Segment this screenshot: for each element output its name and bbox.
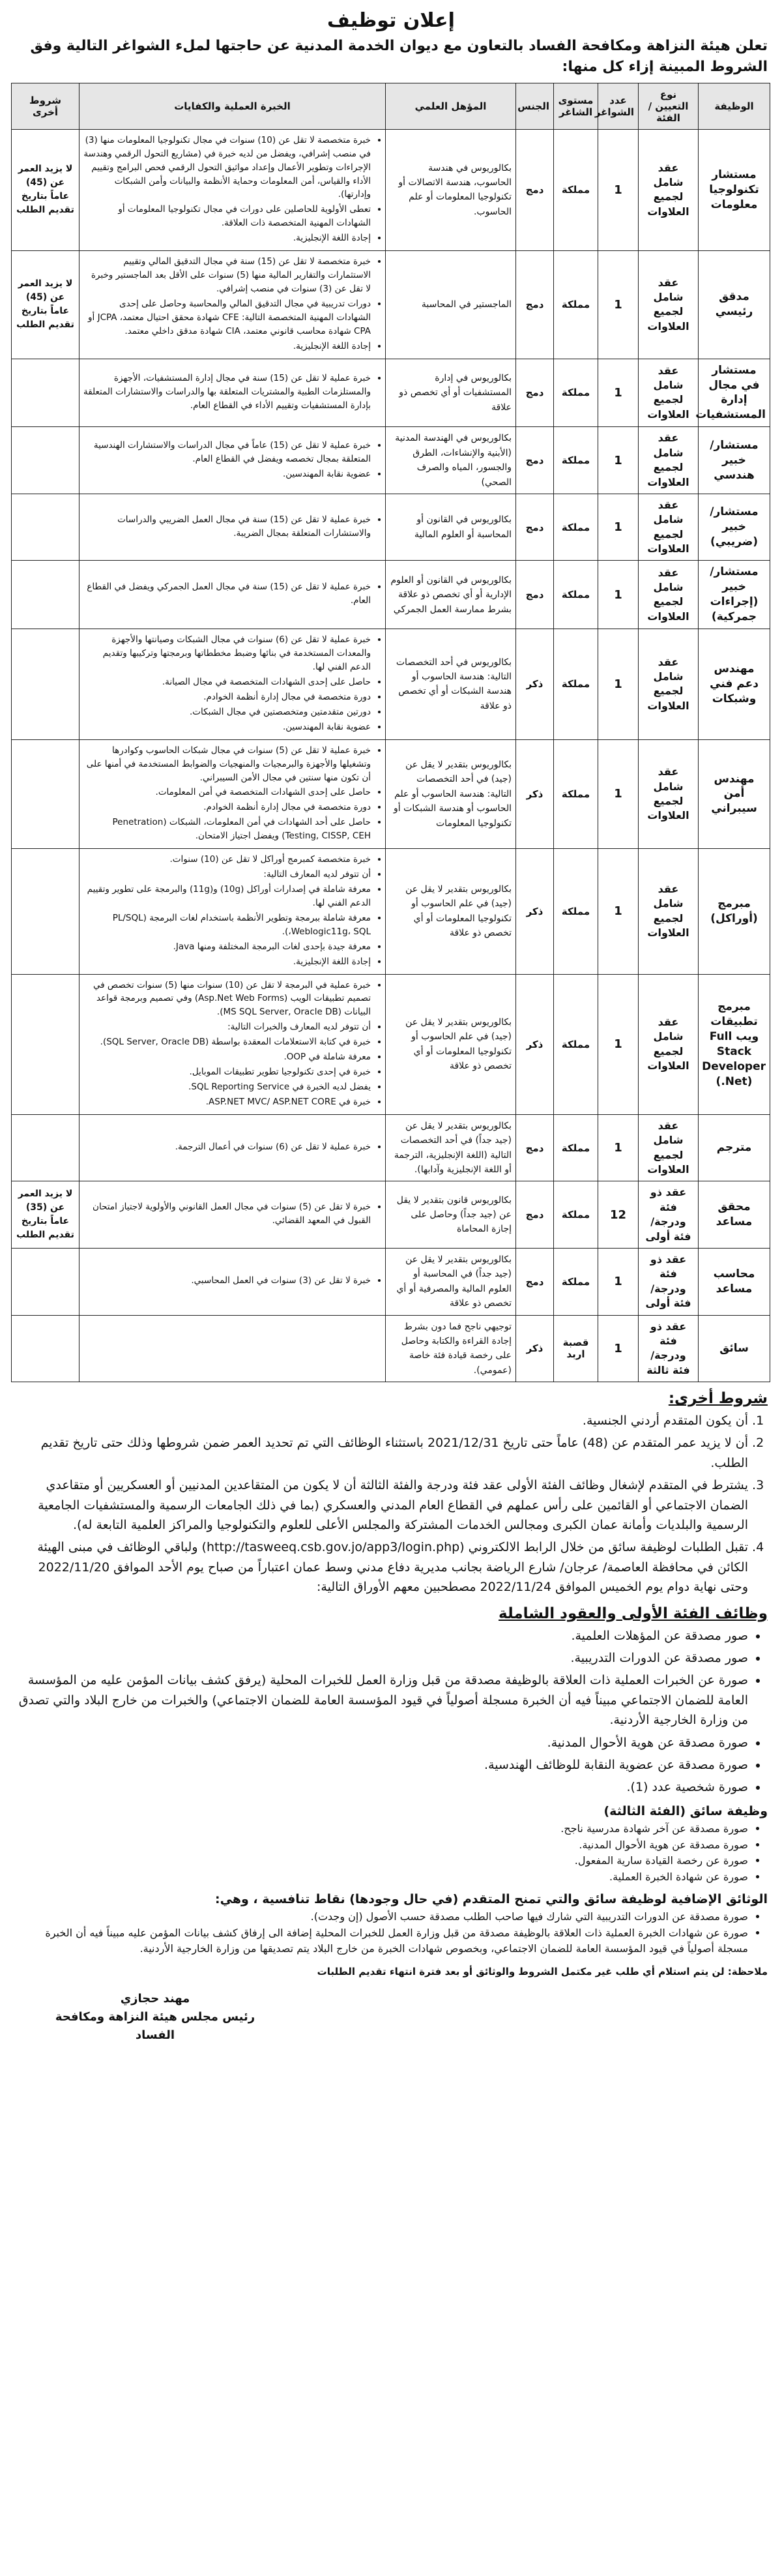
list-item: 4. تقبل الطلبات لوظيفة سائق من خلال الرابط الالكتروني (http://tasweeq.csb.gov.jo/app3/login.php) ولباقي الوظائف في مبنى الهيئة الكائن في محافظة العاصمة/ عرجان/ شارع الرياضة بجانب مديرية دفاع مدني وسط عمان اعتباراً من صباح يوم الأحد الموافق 2022/11/20 وحتى نهاية دوام يوم الخميس الموافق 2022/11/24 مصطحبين معهم الأوراق التالية:: [14, 1537, 748, 1597]
list-item: • صورة مصدقة عن هوية الأحوال المدنية.: [14, 1837, 748, 1854]
experience-list: [83, 979, 381, 1109]
experience-cell: [80, 494, 386, 561]
vacancy-level-cell: مملكة: [554, 739, 598, 848]
experience-item: • إجادة اللغة الإنجليزية.: [83, 955, 371, 969]
table-row: [12, 1248, 770, 1315]
vacancy-count-cell: 1: [598, 1315, 639, 1382]
jobs-table-body: [12, 129, 770, 1382]
appointment-type-cell: عقد شامل لجميع العلاوات: [639, 129, 699, 250]
list-item: 3. يشترط في المتقدم لإشغال وظائف الفئة الأولى عقد فئة ودرجة والفئة الثالثة أن لا يكون من المتقاعدين المدنيين أو العسكريين أو متقاعدي الضمان الاجتماعي أو القائمين على رأس عملهم في القطاع العام المدني والعسكري (بما في ذلك الجامعات الرسمية والمستشفيات الجامعية الرسمية والبلديات وأمانة عمان الكبرى ومجالس الخدمات المشتركة والمجلس الأعلى للعلوم والتكنولوجيا والمراكز العلمية التابعة له).: [14, 1475, 748, 1535]
job-title-cell: مهندس أمن سيبراني: [699, 739, 770, 848]
job-title-cell: مترجم: [699, 1114, 770, 1181]
other-conditions-cell: [12, 427, 80, 494]
job-title-cell: سائق: [699, 1315, 770, 1382]
vacancy-level-cell: مملكة: [554, 494, 598, 561]
appointment-type-cell: عقد شامل لجميع العلاوات: [639, 427, 699, 494]
signature-role: رئيس مجلس هيئة النزاهة ومكافحة الفساد: [55, 2010, 255, 2043]
appointment-type-cell: عقد شامل لجميع العلاوات: [639, 1114, 699, 1181]
other-conditions-cell: [12, 494, 80, 561]
experience-list: [83, 372, 381, 413]
header-level: مستوى الشاغر: [554, 83, 598, 129]
appointment-type-cell: عقد شامل لجميع العلاوات: [639, 251, 699, 359]
appointment-type-cell: عقد شامل لجميع العلاوات: [639, 974, 699, 1114]
experience-item: • خبرة عملية لا تقل عن (6) سنوات في مجال الشبكات وصيانتها والأجهزة والمعدات المستخدمة في بنائها وضبط مخططاتها وبرمجتها وتركيبها وتقديم الدعم الفني لها.: [83, 633, 371, 674]
other-conditions-cell: [12, 359, 80, 427]
qualification-cell: بكالوريوس في القانون أو المحاسبة أو العلوم المالية: [386, 494, 516, 561]
experience-item: • خبرة عملية في البرمجة لا تقل عن (10) سنوات منها (5) سنوات تخصص في تصميم تطبيقات الويب (Asp.Net Web Forms) وفي تصميم وبرمجة قواعد البيانات (MS SQL Server, Oracle DB).: [83, 979, 371, 1020]
job-title-cell: محاسب مساعد: [699, 1248, 770, 1315]
list-item: 1. أن يكون المتقدم أردني الجنسية.: [14, 1411, 748, 1430]
appointment-type-cell: عقد ذو فئة ودرجة/ فئة أولى: [639, 1248, 699, 1315]
experience-item: • خبرة لا تقل عن (5) سنوات في مجال العمل القانوني والأولوية لاجتياز امتحان القبول في المعهد القضائي.: [83, 1200, 371, 1228]
qualification-cell: بكالوريوس في أحد التخصصات التالية: هندسة الحاسوب أو هندسة الشبكات أو أي تخصص ذو علاقة: [386, 629, 516, 739]
experience-list: [83, 1200, 381, 1228]
experience-item: • معرفة شاملة في إصدارات أوراكل (10g) و(11g) والبرمجة على تطوير وتقييم الدعم الفني لها.: [83, 883, 371, 910]
header-gender: الجنس: [516, 83, 554, 129]
experience-item: • خبرة متخصصة لا تقل عن (10) سنوات في مجال تكنولوجيا المعلومات منها (3) في منصب إشرافي، ويفضل من لديه خبرة في (مشاريع التحول الرقمي وهندسة الإجراءات وتطوير الأعمال وإعداد مواثيق التحول الرقمي فحص البرامج وتقييم الأداء والقياس، أمن المعلومات وحماية الأنظمة والبيانات وأمن الشبكات وإدارتها).: [83, 134, 371, 202]
experience-item: • خبرة في ASP.NET MVC/ ASP.NET CORE.: [83, 1095, 371, 1109]
gender-cell: ذكر: [516, 739, 554, 848]
vacancy-count-cell: 1: [598, 849, 639, 974]
gender-cell: دمج: [516, 1114, 554, 1181]
experience-list: [83, 134, 381, 245]
experience-item: • دورتين متقدمتين ومتخصصتين في مجال الشبكات.: [83, 705, 371, 719]
job-title-cell: مهندس دعم فني وشبكات: [699, 629, 770, 739]
table-row: [12, 251, 770, 359]
table-row: [12, 629, 770, 739]
experience-list: [83, 580, 381, 608]
qualification-cell: بكالوريوس في هندسة الحاسوب، هندسة الاتصالات أو تكنولوجيا المعلومات أو علم الحاسوب.: [386, 129, 516, 250]
experience-item: • دورة متخصصة في مجال إدارة أنظمة الخوادم.: [83, 690, 371, 704]
experience-list: [83, 513, 381, 540]
other-conditions-cell: [12, 974, 80, 1114]
list-item: 2. أن لا يزيد عمر المتقدم عن (48) عاماً حتى تاريخ 2021/12/31 باستثناء الوظائف التي تم تحديد العمر ضمن شروطها وذلك حتى تاريخ تقديم الطلب.: [14, 1433, 748, 1473]
qualification-cell: بكالوريوس في الهندسة المدنية (الأبنية والإنشاءات، الطرق والجسور، المياه والصرف الصحي): [386, 427, 516, 494]
job-title-cell: مستشار تكنولوجيا معلومات: [699, 129, 770, 250]
vacancy-count-cell: 1: [598, 494, 639, 561]
header-count: عدد الشواغر: [598, 83, 639, 129]
qualification-cell: بكالوريوس بتقدير لا يقل عن (جيد) في علم الحاسوب أو تكنولوجيا المعلومات أو أي تخصص ذو علاقة: [386, 849, 516, 974]
vacancy-count-cell: 1: [598, 629, 639, 739]
experience-list: [83, 853, 381, 968]
experience-item: • أن تتوفر لديه المعارف والخبرات التالية:: [83, 1020, 371, 1034]
experience-item: • خبرة عملية لا تقل عن (5) سنوات في مجال شبكات الحاسوب وكوادرها وتشغيلها والأجهزة والبرمجيات والمنهجيات والضوابط المستخدمة في أمنها على أن تكون منها سنتين في مجال الأمن السيبراني.: [83, 744, 371, 785]
list-item: • صورة مصدقة عن آخر شهادة مدرسية ناجح.: [14, 1821, 748, 1837]
gender-cell: دمج: [516, 561, 554, 629]
job-title-cell: مبرمج تطبيقات ويب Full Stack Developer (.Net): [699, 974, 770, 1114]
table-row: [12, 129, 770, 250]
vacancy-level-cell: مملكة: [554, 129, 598, 250]
qualification-cell: بكالوريوس بتقدير لا يقل عن (جيد) في أحد التخصصات التالية: هندسة الحاسوب أو علم الحاسوب أو هندسة الشبكات أو تكنولوجيا المعلومات: [386, 739, 516, 848]
extra-docs-heading: الوثائق الإضافية لوظيفة سائق والتي تمنح المتقدم (في حال وجودها) نقاط تنافسية ، وهي:: [215, 1891, 768, 1906]
note-text: ملاحظة: لن يتم استلام أي طلب غير مكتمل الشروط والوثائق أو بعد فترة انتهاء تقديم الطلبات: [317, 1966, 768, 1978]
experience-item: • أن تتوفر لديه المعارف التالية:: [83, 868, 371, 881]
signature-name: مهند حجازي: [120, 1992, 190, 2006]
driver-docs-list: [14, 1821, 768, 1886]
vacancy-count-cell: 1: [598, 1114, 639, 1181]
appointment-type-cell: عقد شامل لجميع العلاوات: [639, 629, 699, 739]
vacancy-count-cell: 1: [598, 739, 639, 848]
qualification-cell: بكالوريوس بتقدير لا يقل عن (جيد جداً) في المحاسبة أو العلوم المالية والمصرفية أو أي تخصص ذو علاقة: [386, 1248, 516, 1315]
experience-item: • حاصل على إحدى الشهادات المتخصصة في أمن المعلومات.: [83, 786, 371, 799]
experience-list: [83, 255, 381, 353]
table-row: [12, 427, 770, 494]
other-conditions-cell: [12, 1248, 80, 1315]
other-conditions-cell: لا يزيد العمر عن (45) عاماً بتاريخ تقديم الطلب: [12, 251, 80, 359]
experience-item: • إجادة اللغة الإنجليزية.: [83, 340, 371, 353]
vacancy-count-cell: 1: [598, 427, 639, 494]
header-qualification: المؤهل العلمي: [386, 83, 516, 129]
experience-item: • معرفة شاملة في OOP.: [83, 1050, 371, 1064]
experience-item: • خبرة عملية لا تقل عن (15) سنة في مجال إدارة المستشفيات، الأجهزة والمستلزمات الطبية والمشتريات المتعلقة بها والدراسات والاستشارات المتعلقة بإدارة المستشفيات وتقييم الأداء في القطاع العام.: [83, 372, 371, 413]
vacancy-level-cell: مملكة: [554, 1114, 598, 1181]
gender-cell: ذكر: [516, 1315, 554, 1382]
experience-item: • دورات تدريبية في مجال التدقيق المالي والمحاسبة وحاصل على إحدى الشهادات المهنية المتخصصة التالية: CFE شهادة محقق احتيال معتمد، JCPA أو CPA شهادة محاسب قانوني معتمد، CIA شهادة مدقق داخلي معتمد.: [83, 297, 371, 338]
job-title-cell: مبرمج (أوراكل): [699, 849, 770, 974]
experience-item: • خبرة عملية لا تقل عن (15) عاماً في مجال الدراسات والاستشارات الهندسية المتعلقة بمجال تخصصه ويفضل في القطاع العام.: [83, 439, 371, 466]
other-conditions-cell: لا يزيد العمر عن (35) عاماً بتاريخ تقديم الطلب: [12, 1181, 80, 1249]
gender-cell: دمج: [516, 129, 554, 250]
page-title: إعلان توظيف: [327, 9, 455, 32]
experience-item: • دورة متخصصة في مجال إدارة أنظمة الخوادم.: [83, 801, 371, 814]
vacancy-count-cell: 1: [598, 251, 639, 359]
experience-cell: [80, 359, 386, 427]
appointment-type-cell: عقد ذو فئة ودرجة/ فئة أولى: [639, 1181, 699, 1249]
appointment-type-cell: عقد شامل لجميع العلاوات: [639, 561, 699, 629]
other-conditions-cell: [12, 561, 80, 629]
list-item: • صورة مصدقة عن هوية الأحوال المدنية.: [14, 1733, 748, 1753]
experience-item: • عضوية نقابة المهندسين.: [83, 467, 371, 481]
list-item: • صورة مصدقة عن عضوية النقابة للوظائف الهندسية.: [14, 1755, 748, 1775]
experience-item: • خبرة في كتابة الاستعلامات المعقدة بواسطة (SQL Server, Oracle DB).: [83, 1035, 371, 1049]
other-conditions-list: [14, 1411, 768, 1597]
list-item: • صورة مصدقة عن الدورات التدريبية التي شارك فيها صاحب الطلب مصدقة حسب الأصول (إن وجدت).: [14, 1909, 748, 1925]
experience-list: [83, 439, 381, 481]
experience-list: [83, 1140, 381, 1154]
announcement-page: [12, 0, 770, 2045]
list-item: • صورة عن الخبرات العملية ذات العلاقة بالوظيفة مصدقة من قبل وزارة العمل للخبرات المحلية (يرفق كشف بيانات المؤمن عليه من المؤسسة العامة للضمان الاجتماعي مبيناً فيه أن الخبرة مسجلة أصولياً في قيود المؤسسة العامة للضمان الاجتماعي) والخبرات من خارج البلاد والتي تصدق من وزارة الخارجية الأردنية.: [14, 1670, 748, 1730]
vacancy-count-cell: 1: [598, 129, 639, 250]
experience-item: • يفضل لديه الخبرة في SQL Reporting Service.: [83, 1080, 371, 1094]
vacancy-level-cell: مملكة: [554, 1181, 598, 1249]
job-title-cell: مستشار/ خبير هندسي: [699, 427, 770, 494]
experience-list: [83, 744, 381, 843]
gender-cell: ذكر: [516, 849, 554, 974]
experience-cell: [80, 129, 386, 250]
vacancy-level-cell: مملكة: [554, 629, 598, 739]
experience-item: • عضوية نقابة المهندسين.: [83, 720, 371, 734]
qualification-cell: توجيهي ناجح فما دون بشرط إجادة القراءة والكتابة وحاصل على رخصة قيادة فئة خاصة (عمومي).: [386, 1315, 516, 1382]
vacancy-level-cell: قصبة اربد: [554, 1315, 598, 1382]
experience-item: • تعطى الأولوية للحاصلين على دورات في مجال تكنولوجيا المعلومات أو الشهادات المهنية المتخصصة ذات العلاقة.: [83, 203, 371, 230]
job-title-cell: مدقق رئيسي: [699, 251, 770, 359]
table-row: [12, 494, 770, 561]
docs-list: [14, 1626, 768, 1798]
experience-item: • خبرة لا تقل عن (3) سنوات في العمل المحاسبي.: [83, 1274, 371, 1288]
gender-cell: دمج: [516, 427, 554, 494]
experience-cell: [80, 1248, 386, 1315]
list-item: • صورة عن رخصة القيادة سارية المفعول.: [14, 1853, 748, 1869]
gender-cell: ذكر: [516, 629, 554, 739]
qualification-cell: بكالوريوس بتقدير لا يقل عن (جيد جداً) في أحد التخصصات التالية (اللغة الإنجليزية، الترجمة أو اللغة الإنجليزية وآدابها).: [386, 1114, 516, 1181]
vacancy-level-cell: مملكة: [554, 1248, 598, 1315]
list-item: • صورة عن شهادات الخبرة العملية ذات العلاقة بالوظيفة مصدقة من قبل وزارة العمل للخبرات المحلية إضافة الى إرفاق كشف بيانات المؤمن عليه مبيناً فيه أن الخبرة مسجلة أصولياً في قيود المؤسسة العامة للضمان الاجتماعي، وبخصوص شهادات الخبرة من خارج البلاد يتم تصديقها من وزارة الخارجية الأردنية.: [14, 1925, 748, 1958]
other-conditions-cell: [12, 629, 80, 739]
experience-cell: [80, 1181, 386, 1249]
vacancy-count-cell: 1: [598, 359, 639, 427]
table-row: [12, 739, 770, 848]
signature-block: [38, 1990, 272, 2045]
other-conditions-cell: [12, 1114, 80, 1181]
qualification-cell: بكالوريوس في القانون أو العلوم الإدارية أو أي تخصص ذو علاقة بشرط ممارسة العمل الجمركي: [386, 561, 516, 629]
qualification-cell: بكالوريوس في إدارة المستشفيات أو أي تخصص ذو علاقة: [386, 359, 516, 427]
experience-item: • خبرة متخصصة كمبرمج أوراكل لا تقل عن (10) سنوات.: [83, 853, 371, 866]
list-item: • صور مصدقة عن المؤهلات العلمية.: [14, 1626, 748, 1646]
experience-item: • حاصل على إحدى الشهادات المتخصصة في مجال الصيانة.: [83, 675, 371, 689]
experience-item: • معرفة شاملة ببرمجة وتطوير الأنظمة باستخدام لغات البرمجة (PL/SQL ،Weblogic11g، SQL).: [83, 911, 371, 939]
experience-cell: [80, 629, 386, 739]
gender-cell: دمج: [516, 359, 554, 427]
vacancy-level-cell: مملكة: [554, 974, 598, 1114]
table-row: [12, 1181, 770, 1249]
table-row: [12, 561, 770, 629]
qualification-cell: بكالوريوس بتقدير لا يقل عن (جيد) في علم الحاسوب أو تكنولوجيا المعلومات أو أي تخصص ذو علاقة: [386, 974, 516, 1114]
experience-cell: [80, 849, 386, 974]
gender-cell: دمج: [516, 494, 554, 561]
other-conditions-cell: [12, 849, 80, 974]
experience-item: • خبرة عملية لا تقل عن (15) سنة في مجال العمل الجمركي ويفضل في القطاع العام.: [83, 580, 371, 608]
vacancy-count-cell: 1: [598, 561, 639, 629]
gender-cell: دمج: [516, 1181, 554, 1249]
vacancy-level-cell: مملكة: [554, 251, 598, 359]
experience-list: [83, 1274, 381, 1288]
gender-cell: ذكر: [516, 974, 554, 1114]
experience-item: • خبرة متخصصة لا تقل عن (15) سنة في مجال التدقيق المالي وتقييم الاستثمارات والتقارير المالية منها (5) سنوات على الأقل بعد الماجستير وخبرة لا تقل عن (3) سنوات في منصب إشرافي.: [83, 255, 371, 296]
other-conditions-heading: شروط أخرى:: [668, 1390, 768, 1408]
header-type: نوع التعيين / الفئة: [639, 83, 699, 129]
appointment-type-cell: عقد شامل لجميع العلاوات: [639, 849, 699, 974]
experience-cell: [80, 251, 386, 359]
experience-cell: [80, 974, 386, 1114]
job-title-cell: محقق مساعد: [699, 1181, 770, 1249]
qualification-cell: الماجستير في المحاسبة: [386, 251, 516, 359]
header-job: الوظيفة: [699, 83, 770, 129]
appointment-type-cell: عقد شامل لجميع العلاوات: [639, 739, 699, 848]
vacancy-count-cell: 12: [598, 1181, 639, 1249]
experience-item: • خبرة في إحدى تكنولوجيا تطوير تطبيقات الموبايل.: [83, 1065, 371, 1079]
table-header-row: [12, 83, 770, 129]
vacancy-count-cell: 1: [598, 1248, 639, 1315]
experience-cell: [80, 1114, 386, 1181]
job-title-cell: مستشار في مجال إدارة المستشفيات: [699, 359, 770, 427]
table-row: [12, 974, 770, 1114]
appointment-type-cell: عقد شامل لجميع العلاوات: [639, 359, 699, 427]
vacancy-count-cell: 1: [598, 974, 639, 1114]
list-item: • صور مصدقة عن الدورات التدريبية.: [14, 1648, 748, 1668]
vacancy-level-cell: مملكة: [554, 359, 598, 427]
list-item: • صورة شخصية عدد (1).: [14, 1777, 748, 1797]
header-other: شروط أخرى: [12, 83, 80, 129]
job-title-cell: مستشار/ خبير (إجراءات جمركية): [699, 561, 770, 629]
table-row: [12, 849, 770, 974]
experience-item: • معرفة جيدة بإحدى لغات البرمجة المختلفة ومنها Java.: [83, 940, 371, 954]
driver-docs-heading: وظيفة سائق (الفئة الثالثة): [603, 1803, 768, 1818]
intro-paragraph: تعلن هيئة النزاهة ومكافحة الفساد بالتعاون مع ديوان الخدمة المدنية عن حاجتها لملء الشواغر التالية وفق الشروط المبينة إزاء كل منها:: [30, 38, 768, 75]
experience-item: • خبرة عملية لا تقل عن (6) سنوات في أعمال الترجمة.: [83, 1140, 371, 1154]
other-conditions-cell: لا يزيد العمر عن (45) عاماً بتاريخ تقديم الطلب: [12, 129, 80, 250]
list-item: • صورة عن شهادة الخبرة العملية.: [14, 1869, 748, 1886]
jobs-table: [11, 83, 770, 1382]
gender-cell: دمج: [516, 1248, 554, 1315]
other-conditions-cell: [12, 739, 80, 848]
gender-cell: دمج: [516, 251, 554, 359]
experience-cell: [80, 739, 386, 848]
table-row: [12, 359, 770, 427]
header-experience: الخبرة العملية والكفايات: [80, 83, 386, 129]
job-title-cell: مستشار/ خبير (ضريبي): [699, 494, 770, 561]
qualification-cell: بكالوريوس قانون بتقدير لا يقل عن (جيد جداً) وحاصل على إجازة المحاماة: [386, 1181, 516, 1249]
experience-item: • خبرة عملية لا تقل عن (15) سنة في مجال العمل الضريبي والدراسات والاستشارات المتعلقة بمجال الضريبة.: [83, 513, 371, 540]
vacancy-level-cell: مملكة: [554, 427, 598, 494]
experience-item: • حاصل على أحد الشهادات في أمن المعلومات، الشبكات (Penetration Testing, CISSP, CEH) ويفضل اجتياز الامتحان.: [83, 816, 371, 843]
experience-item: • إجادة اللغة الإنجليزية.: [83, 231, 371, 245]
extra-docs-list: [14, 1909, 768, 1957]
other-conditions-cell: [12, 1315, 80, 1382]
vacancy-level-cell: مملكة: [554, 849, 598, 974]
table-row: [12, 1315, 770, 1382]
experience-list: [83, 633, 381, 733]
appointment-type-cell: عقد شامل لجميع العلاوات: [639, 494, 699, 561]
experience-cell: [80, 1315, 386, 1382]
experience-cell: [80, 427, 386, 494]
docs-heading: وظائف الفئة الأولى والعقود الشاملة: [499, 1605, 768, 1622]
table-row: [12, 1114, 770, 1181]
vacancy-level-cell: مملكة: [554, 561, 598, 629]
appointment-type-cell: عقد ذو فئة ودرجة/ فئة ثالثة: [639, 1315, 699, 1382]
experience-cell: [80, 561, 386, 629]
